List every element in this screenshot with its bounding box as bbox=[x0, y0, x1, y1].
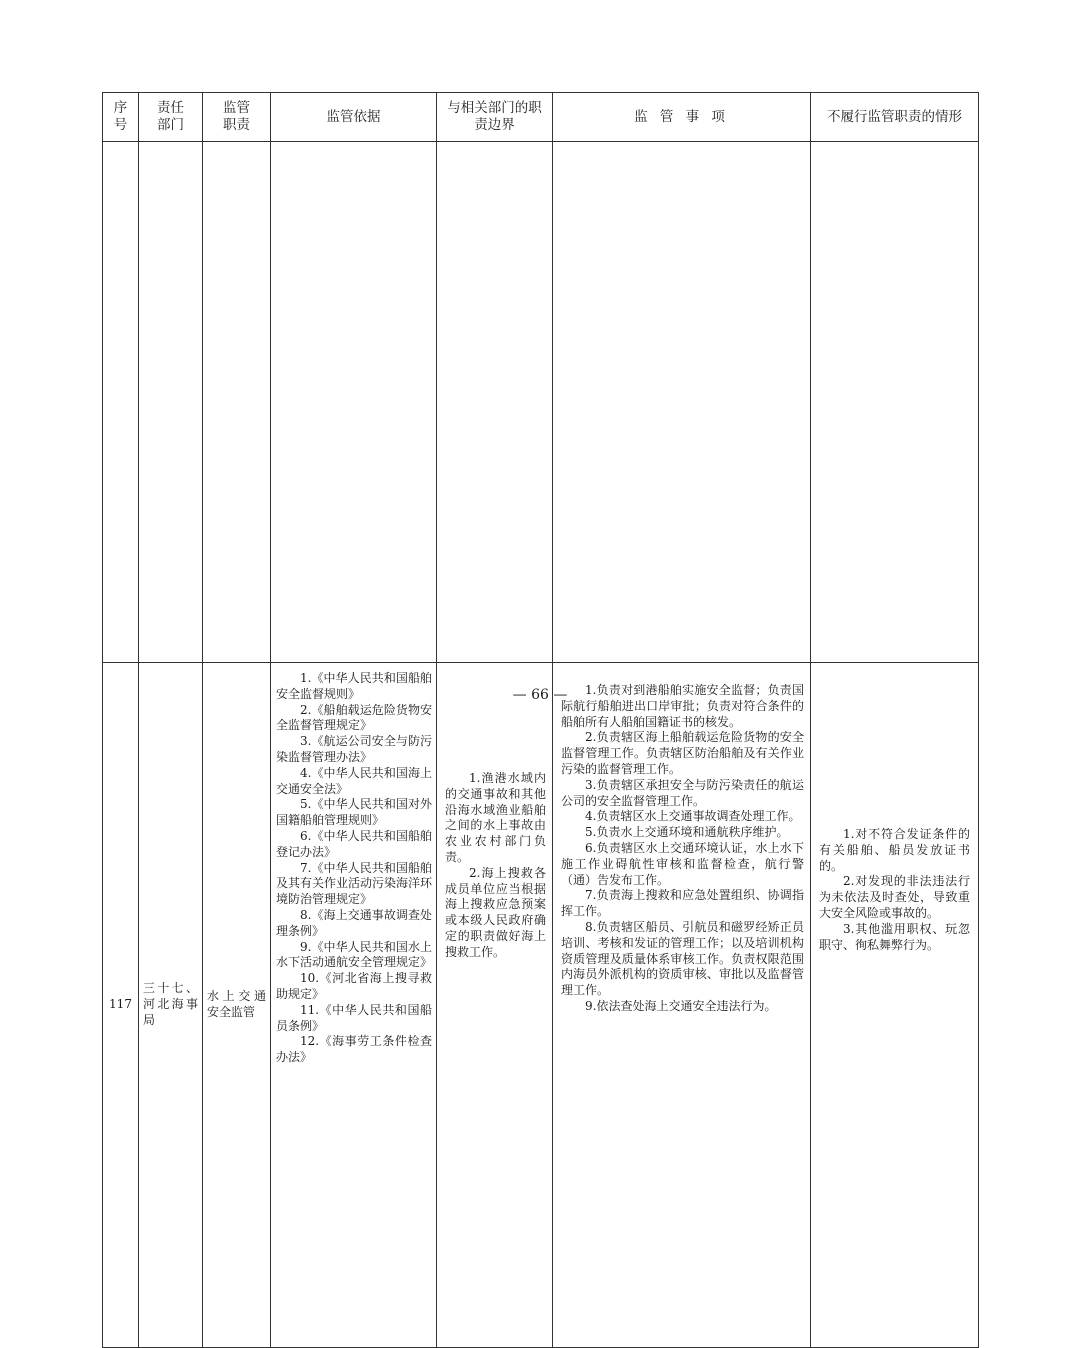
supervision-item: 7.负责海上搜救和应急处置组织、协调指挥工作。 bbox=[561, 888, 804, 919]
row-boundary bbox=[437, 663, 553, 1348]
row-duty: 水上交通安全监管 bbox=[203, 663, 271, 1348]
basis-item: 6.《中华人民共和国船舶登记办法》 bbox=[276, 828, 432, 859]
basis-item: 4.《中华人民共和国海上交通安全法》 bbox=[276, 765, 432, 796]
basis-item: 12.《海事劳工条件检查办法》 bbox=[276, 1034, 432, 1065]
table-row bbox=[103, 663, 979, 1348]
fail-item: 3.其他滥用职权、玩忽职守、徇私舞弊行为。 bbox=[819, 921, 970, 952]
row-items bbox=[553, 663, 811, 1348]
row-dept: 三十七、河北海事局 bbox=[139, 663, 203, 1348]
fail-item: 2.对发现的非法违法行为未依法及时查处，导致重大安全风险或事故的。 bbox=[819, 874, 970, 920]
supervision-item: 9.依法查处海上交通安全违法行为。 bbox=[585, 998, 777, 1013]
row-basis bbox=[271, 663, 437, 1348]
supervision-item: 1.负责对到港船舶实施安全监督；负责国际航行船舶进出口岸审批；负责对符合条件的船舶所有人船舶国籍证书的核发。 bbox=[561, 683, 804, 729]
header-fail: 不履行监管职责的情形 bbox=[811, 93, 979, 142]
header-boundary: 与相关部门的职责边界 bbox=[437, 93, 553, 142]
boundary-item: 2.海上搜救各成员单位应当根据海上搜救应急预案或本级人民政府确定的职责做好海上搜救工作。 bbox=[445, 865, 546, 959]
header-items: 监 管 事 项 bbox=[553, 93, 811, 142]
header-duty: 监管职责 bbox=[203, 93, 271, 142]
supervision-item: 3.负责辖区承担安全与防污染责任的航运公司的安全监督管理工作。 bbox=[561, 777, 804, 808]
row-number: 117 bbox=[103, 663, 139, 1348]
basis-item: 10.《河北省海上搜寻救助规定》 bbox=[276, 971, 432, 1001]
header-no: 序号 bbox=[103, 93, 139, 142]
basis-item: 2.《船舶载运危险货物安全监督管理规定》 bbox=[276, 702, 432, 733]
fail-item: 1.对不符合发证条件的有关船舶、船员发放证书的。 bbox=[819, 827, 970, 873]
supervision-table bbox=[102, 92, 979, 1348]
supervision-item: 6.负责辖区水上交通环境认证，水上水下施工作业碍航性审核和监督检查，航行警（通）告发布工作。 bbox=[561, 840, 804, 887]
boundary-item: 1.渔港水域内的交通事故和其他沿海水域渔业船舶之间的水上事故由农业农村部门负责。 bbox=[445, 771, 546, 864]
basis-item: 8.《海上交通事故调查处理条例》 bbox=[276, 907, 432, 938]
basis-item: 7.《中华人民共和国船舶及其有关作业活动污染海洋环境防治管理规定》 bbox=[276, 860, 433, 907]
supervision-item: 2.负责辖区海上船舶载运危险货物的安全监督管理工作。负责辖区防治船舶及有关作业污染的监督管理工作。 bbox=[561, 730, 804, 776]
header-row bbox=[103, 93, 979, 142]
basis-item: 9.《中华人民共和国水上水下活动通航安全管理规定》 bbox=[276, 939, 433, 970]
row-fail bbox=[811, 663, 979, 1348]
header-dept: 责任部门 bbox=[139, 93, 203, 142]
basis-item: 11.《中华人民共和国船员条例》 bbox=[276, 1002, 432, 1033]
supervision-item: 4.负责辖区水上交通事故调查处理工作。 bbox=[585, 809, 801, 824]
supervision-item: 8.负责辖区船员、引航员和磁罗经矫正员培训、考核和发证的管理工作；以及培训机构资质管理及质量体系审核工作。负责权限范围内海员外派机构的资质审核、审批以及监督管理工作。 bbox=[561, 919, 804, 998]
header-basis: 监管依据 bbox=[271, 93, 437, 142]
basis-item: 3.《航运公司安全与防污染监督管理办法》 bbox=[276, 734, 432, 764]
basis-item: 5.《中华人民共和国对外国籍船舶管理规则》 bbox=[276, 797, 432, 828]
supervision-item: 5.负责水上交通环境和通航秩序维护。 bbox=[585, 825, 789, 840]
basis-item: 1.《中华人民共和国船舶安全监督规则》 bbox=[276, 671, 432, 701]
page-number: — 66 — bbox=[512, 687, 568, 703]
